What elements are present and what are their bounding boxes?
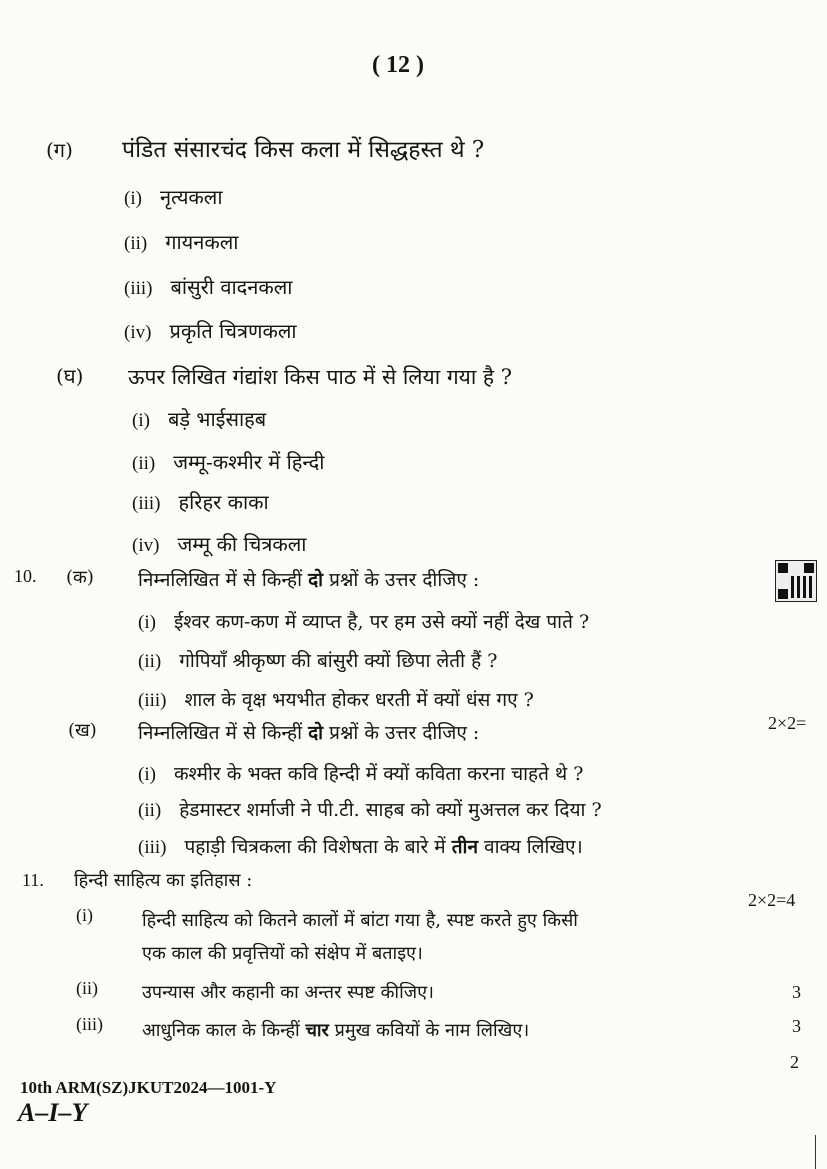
page-edge-line bbox=[815, 1135, 816, 1169]
question-11-item-1-line-1: हिन्दी साहित्य को कितने कालों में बांटा गया है, स्पष्ट करते हुए किसी bbox=[142, 910, 578, 931]
question-10-ka-text: निम्नलिखित में से किन्हीं दो प्रश्नों के उत्तर दीजिए : bbox=[138, 569, 480, 591]
question-10-ka-item-1: (i) ईश्वर कण-कण में व्याप्त है, पर हम उसे क्यों नहीं देख पाते ? bbox=[138, 611, 590, 633]
question-ga-option-3: (iii) बांसुरी वादनकला bbox=[124, 275, 293, 299]
question-10-ka-item-2: (ii) गोपियाँ श्रीकृष्ण की बांसुरी क्यों छिपा लेती हैं ? bbox=[138, 650, 498, 672]
page-number: ( 12 ) bbox=[372, 52, 424, 78]
question-ga-text: पंडित संसारचंद किस कला में सिद्धहस्त थे ? bbox=[122, 137, 485, 163]
question-gha-option-2: (ii) जम्मू-कश्मीर में हिन्दी bbox=[132, 450, 325, 474]
question-10-number: 10. bbox=[14, 566, 37, 586]
question-11-number: 11. bbox=[22, 870, 44, 890]
question-11-item-3-num: (iii) bbox=[76, 1014, 103, 1034]
question-ga-option-1: (i) नृत्यकला bbox=[124, 185, 223, 209]
question-11-heading: हिन्दी साहित्य का इतिहास : bbox=[74, 870, 253, 891]
question-gha-text: ऊपर लिखित गंद्यांश किस पाठ में से लिया गया है ? bbox=[128, 365, 513, 389]
question-10-kha-item-2: (ii) हेडमास्टर शर्माजी ने पी.टी. साहब को क्यों मुअत्तल कर दिया ? bbox=[138, 799, 602, 821]
question-ga-label: (ग) bbox=[46, 138, 73, 162]
question-gha-option-1: (i) बड़े भाईसाहब bbox=[132, 407, 267, 431]
qr-code bbox=[776, 561, 816, 601]
paper-series: A–I–Y bbox=[18, 1098, 88, 1127]
question-gha-label: (घ) bbox=[56, 364, 84, 388]
question-10-ka-item-3: (iii) शाल के वृक्ष भयभीत होकर धरती में क्यों धंस गए ? bbox=[138, 689, 534, 711]
question-11-item-1-marks: 3 bbox=[792, 982, 801, 1002]
question-11-item-1-line-2: एक काल की प्रवृत्तियों को संक्षेप में बताइए। bbox=[142, 943, 423, 964]
paper-code: 10th ARM(SZ)JKUT2024—1001-Y bbox=[20, 1078, 277, 1097]
question-ga-option-2: (ii) गायनकला bbox=[124, 230, 239, 254]
question-10-ka-label: (क) bbox=[66, 567, 94, 588]
question-11-item-3-text: आधुनिक काल के किन्हीं चार प्रमुख कवियों के नाम लिखिए। bbox=[142, 1020, 530, 1041]
question-11-item-2-num: (ii) bbox=[76, 978, 98, 998]
question-11-item-1-num: (i) bbox=[76, 905, 93, 925]
question-11-item-2-marks: 3 bbox=[792, 1016, 801, 1036]
question-10-kha-label: (ख) bbox=[68, 720, 97, 741]
question-11-item-3-marks: 2 bbox=[790, 1052, 799, 1072]
question-ga-option-4: (iv) प्रकृति चित्रणकला bbox=[124, 319, 297, 343]
question-gha-option-4: (iv) जम्मू की चित्रकला bbox=[132, 532, 307, 556]
question-10-kha-item-1: (i) कश्मीर के भक्त कवि हिन्दी में क्यों कविता करना चाहते थे ? bbox=[138, 763, 584, 785]
question-11-item-2-text: उपन्यास और कहानी का अन्तर स्पष्ट कीजिए। bbox=[142, 982, 434, 1003]
question-10-kha-text: निम्नलिखित में से किन्हीं दो प्रश्नों के उत्तर दीजिए : bbox=[138, 722, 480, 744]
question-10-kha-item-3: (iii) पहाड़ी चित्रकला की विशेषता के बारे में तीन वाक्य लिखिए। bbox=[138, 836, 583, 858]
question-10-marks: 2×2= bbox=[768, 713, 807, 733]
question-gha-option-3: (iii) हरिहर काका bbox=[132, 490, 269, 514]
question-11-marks: 2×2=4 bbox=[748, 890, 796, 910]
